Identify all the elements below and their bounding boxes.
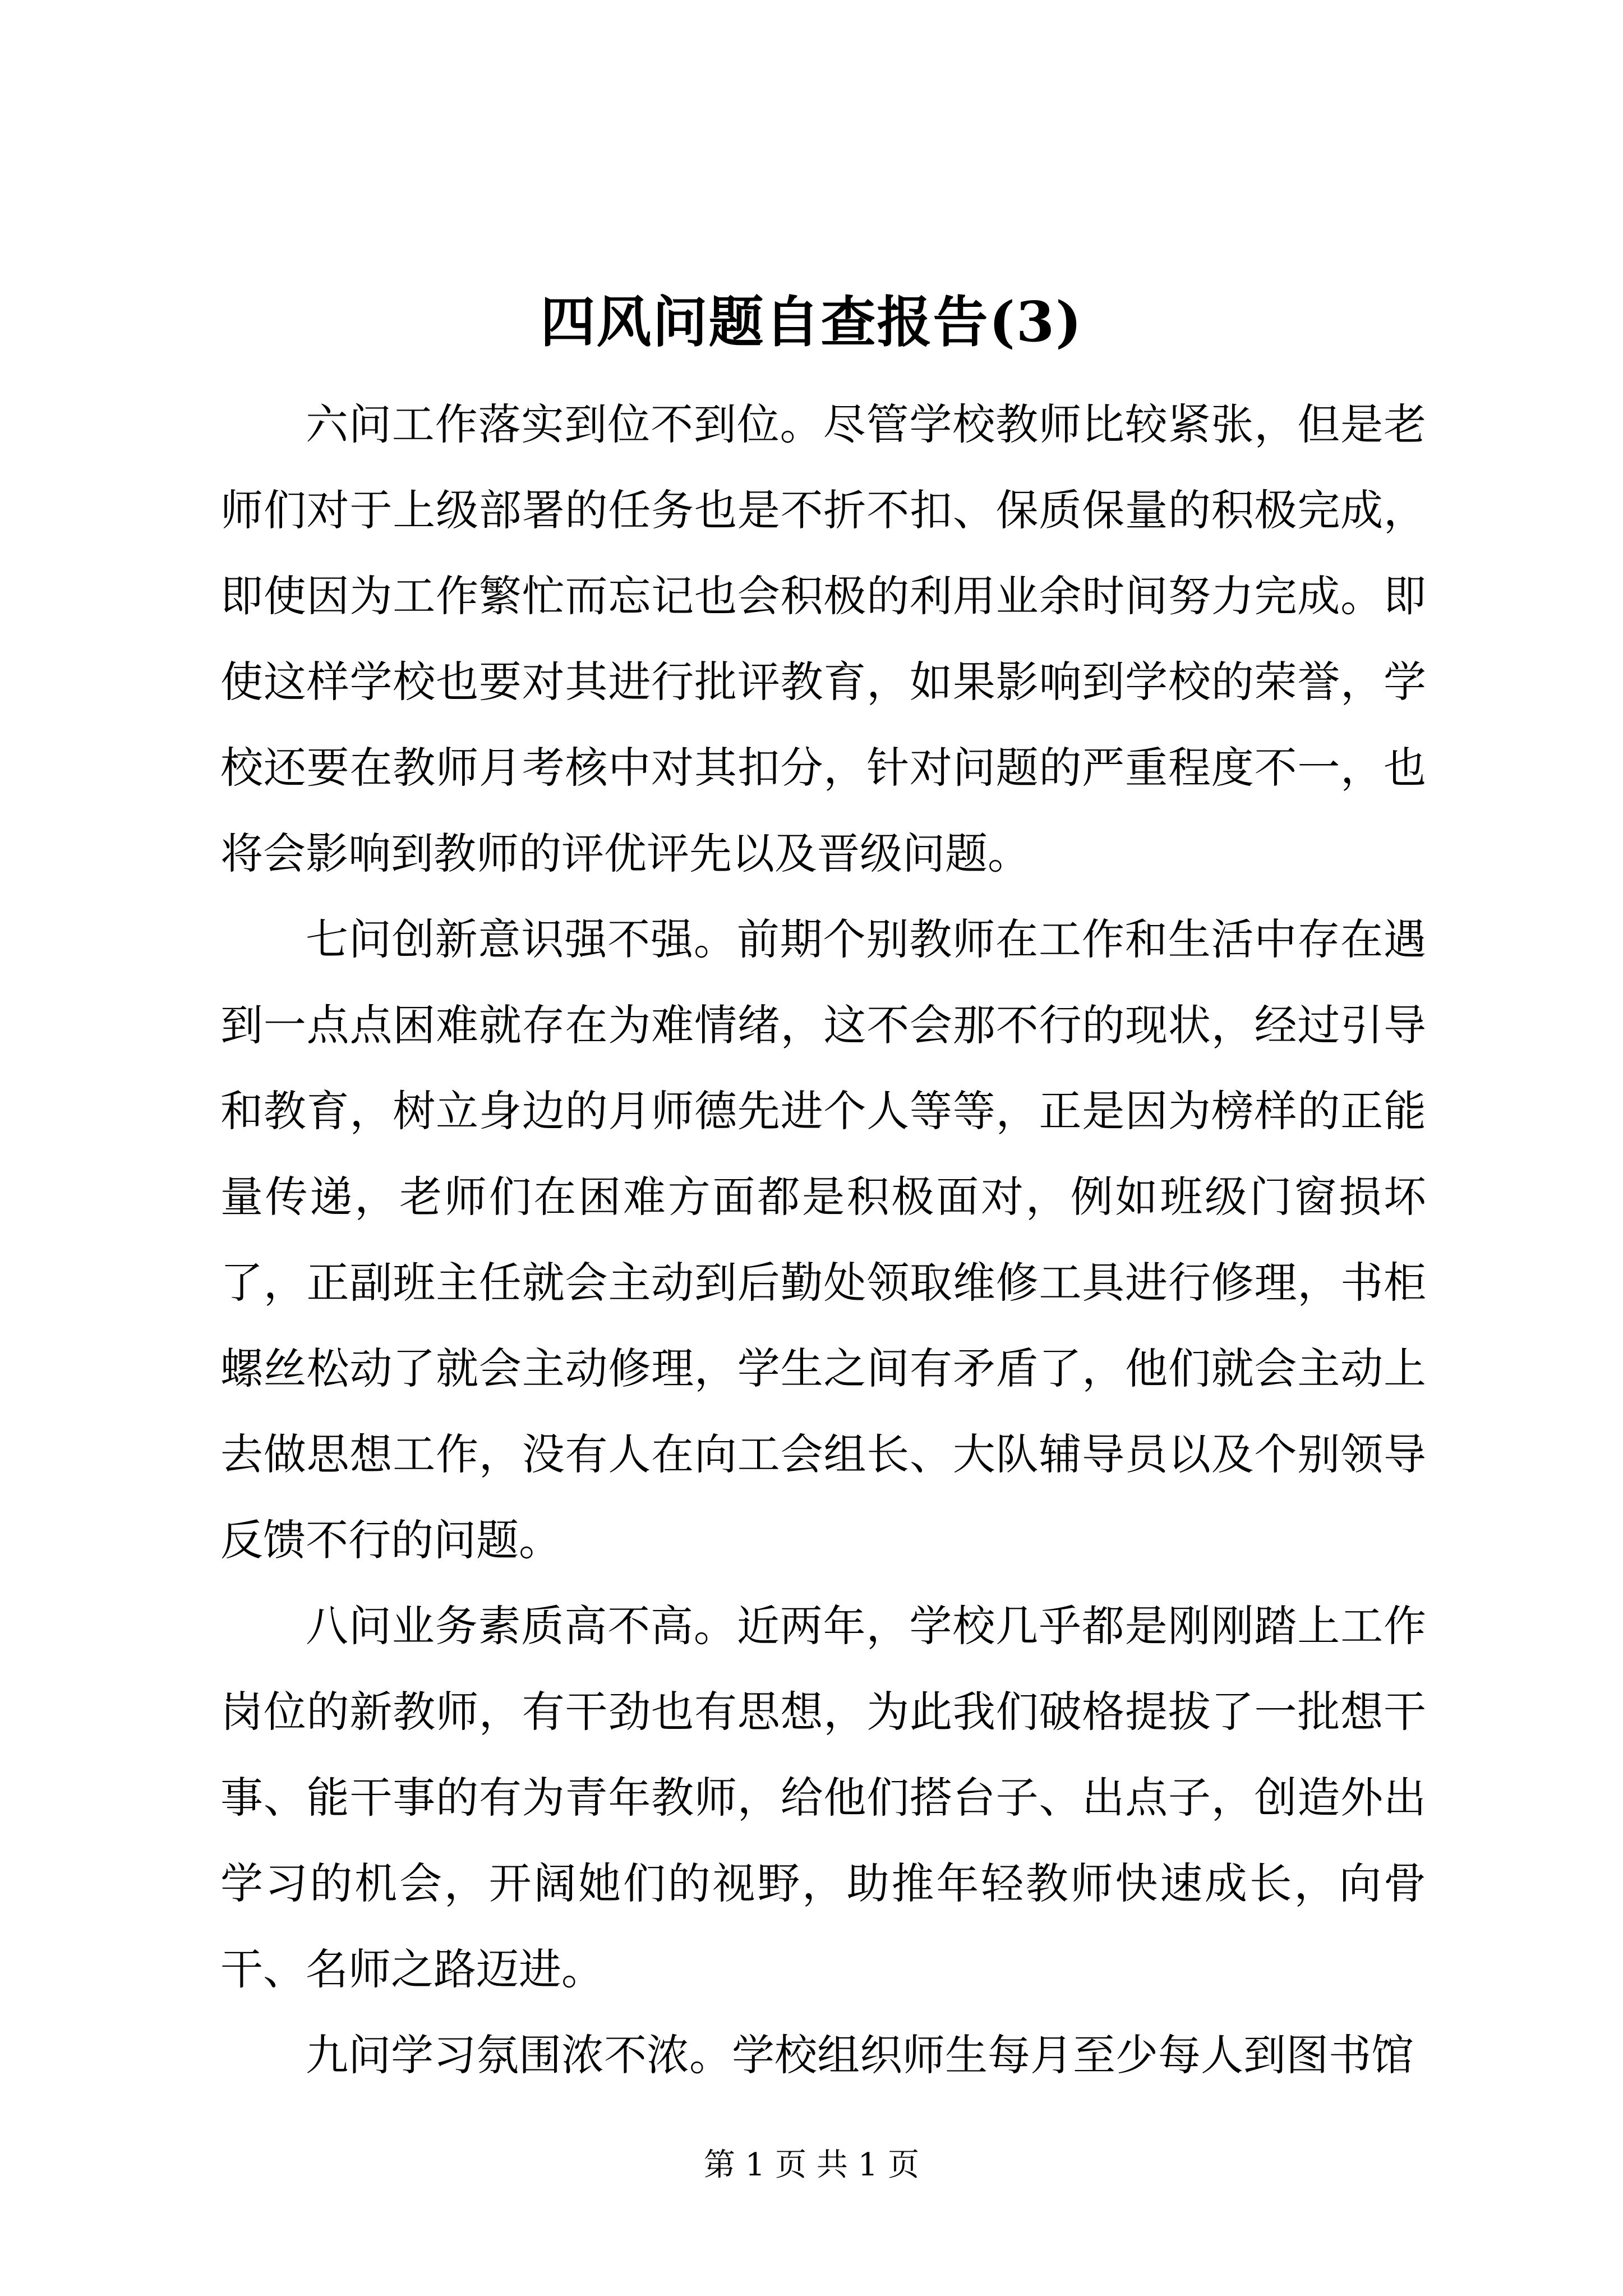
document-title: 四风问题自查报告(3): [540, 290, 1083, 355]
paragraph-seven-question: 七问创新意识强不强。前期个别教师在工作和生活中存在遇到一点点困难就存在为难情绪，这不会那不行的现状，经过引导和教育，树立身边的月师德先进个人等等，正是因为榜样的正能量传递，老师们在困难方面都是积极面对，例如班级门窗损坏了，正副班主任就会主动到后勤处领取维修工具进行修理，书柜螺丝松动了就会主动修理，学生之间有矛盾了，他们就会主动上去做思想工作，没有人在向工会组长、大队辅导员以及个别领导反馈不行的问题。: [220, 914, 1426, 1565]
paragraph-six-question: 六问工作落实到位不到位。尽管学校教师比较紧张，但是老师们对于上级部署的任务也是不折不扣、保质保量的积极完成，即使因为工作繁忙而忘记也会积极的利用业余时间努力完成。即使这样学校也要对其进行批评教育，如果影响到学校的荣誉，学校还要在教师月考核中对其扣分，针对问题的严重程度不一，也将会影响到教师的评优评先以及晋级问题。: [220, 399, 1426, 878]
paragraph-eight-question: 八问业务素质高不高。近两年，学校几乎都是刚刚踏上工作岗位的新教师，有干劲也有思想，为此我们破格提拔了一批想干事、能干事的有为青年教师，给他们搭台子、出点子，创造外出学习的机会，开阔她们的视野，助推年轻教师快速成长，向骨干、名师之路迈进。: [220, 1601, 1426, 1994]
page-number-footer: 第 1 页 共 1 页: [703, 2147, 920, 2183]
paragraph-nine-question: 九问学习氛围浓不浓。学校组织师生每月至少每人到图书馆: [306, 2030, 1414, 2080]
document-body: [220, 381, 1426, 2098]
